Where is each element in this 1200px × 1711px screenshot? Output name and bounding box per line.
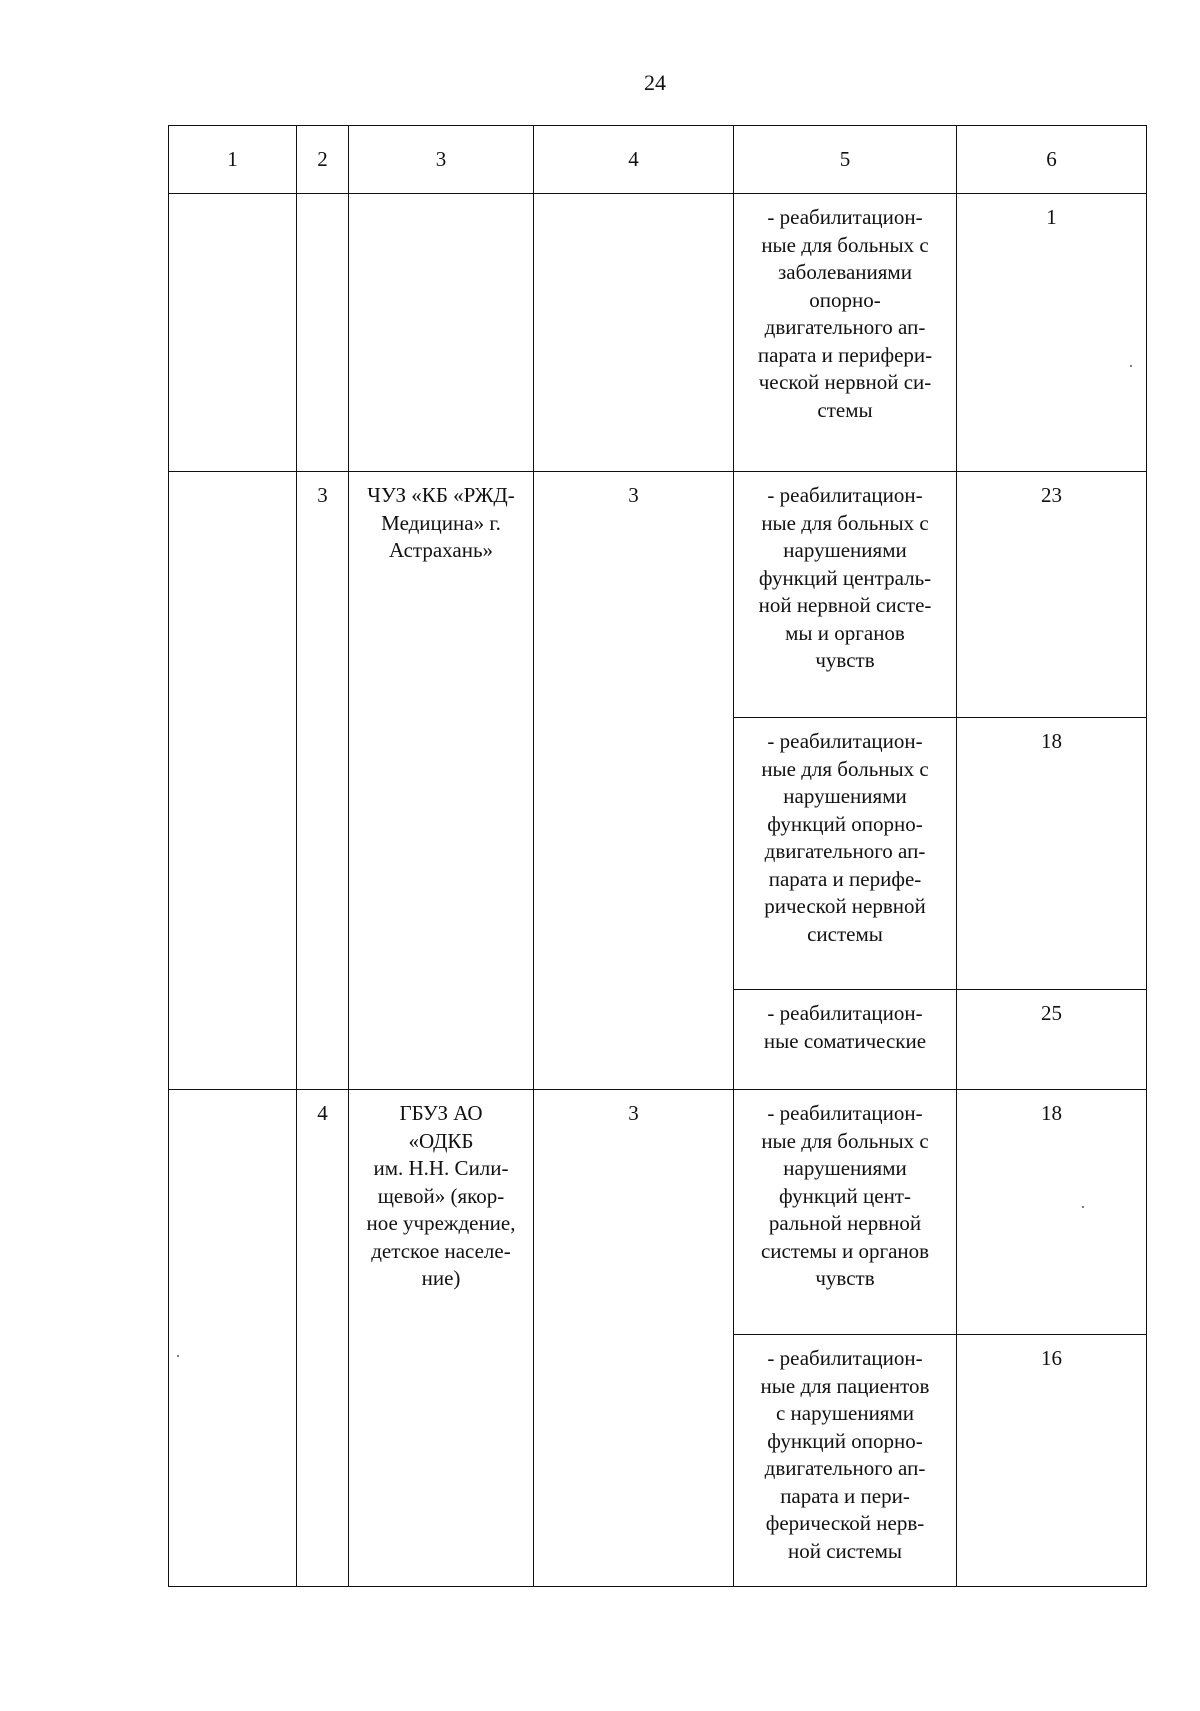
cell-col6: 16 xyxy=(957,1335,1147,1587)
table-row xyxy=(169,1090,1147,1335)
data-table xyxy=(168,125,1147,1587)
header-cell: 5 xyxy=(734,126,957,194)
cell-col5 xyxy=(734,194,957,472)
cell-col4: 3 xyxy=(534,472,734,1090)
cell-col2: 3 xyxy=(297,472,349,1090)
cell-col6: 25 xyxy=(957,990,1147,1090)
scan-speck xyxy=(177,1355,179,1357)
cell-col6: 18 xyxy=(957,1090,1147,1335)
cell-col4 xyxy=(534,194,734,472)
scan-speck xyxy=(1130,365,1132,367)
profile-text: - реабилитацион- ные для больных с нарушениями функций опорно- двигательного ап- парата и перифе- рической нервной системы xyxy=(761,729,929,946)
profile-text: - реабилитацион- ные соматические xyxy=(763,1001,927,1053)
cell-col1 xyxy=(169,194,297,472)
table-row xyxy=(169,472,1147,718)
cell-col6: 23 xyxy=(957,472,1147,718)
cell-col6: 1 xyxy=(957,194,1147,472)
cell-col1 xyxy=(169,472,297,1090)
scan-speck xyxy=(1082,1206,1084,1208)
cell-col2 xyxy=(297,194,349,472)
profile-text: - реабилитацион- ные для больных с заболеваниями опорно- двигательного ап- парата и перифери- ческой нервной си- стемы xyxy=(757,205,933,422)
cell-col3 xyxy=(349,194,534,472)
cell-col5 xyxy=(734,718,957,990)
profile-text: - реабилитацион- ные для больных с нарушениями функций цент- ральной нервной системы и органов чувств xyxy=(760,1101,930,1290)
header-cell: 4 xyxy=(534,126,734,194)
cell-col2: 4 xyxy=(297,1090,349,1587)
cell-col5 xyxy=(734,990,957,1090)
header-cell: 6 xyxy=(957,126,1147,194)
cell-col5 xyxy=(734,1090,957,1335)
profile-text: - реабилитацион- ные для пациентов с нарушениями функций опорно- двигательного ап- парата и пери- ферической нерв- ной системы xyxy=(760,1346,930,1563)
cell-col5 xyxy=(734,472,957,718)
cell-col3 xyxy=(349,1090,534,1587)
table-header-row xyxy=(169,126,1147,194)
cell-col6: 18 xyxy=(957,718,1147,990)
header-cell: 3 xyxy=(349,126,534,194)
page-number: 24 xyxy=(644,70,666,95)
organization-name: ГБУЗ АО «ОДКБ им. Н.Н. Сили- щевой» (якор- ное учреждение, детское населе- ние) xyxy=(366,1101,516,1290)
table-row xyxy=(169,194,1147,472)
cell-col4: 3 xyxy=(534,1090,734,1587)
header-cell: 2 xyxy=(297,126,349,194)
organization-name: ЧУЗ «КБ «РЖД- Медицина» г. Астрахань» xyxy=(367,483,515,562)
profile-text: - реабилитацион- ные для больных с нарушениями функций централь- ной нервной систе- мы и органов чувств xyxy=(758,483,932,672)
cell-col5 xyxy=(734,1335,957,1587)
cell-col1 xyxy=(169,1090,297,1587)
header-cell: 1 xyxy=(169,126,297,194)
cell-col3 xyxy=(349,472,534,1090)
